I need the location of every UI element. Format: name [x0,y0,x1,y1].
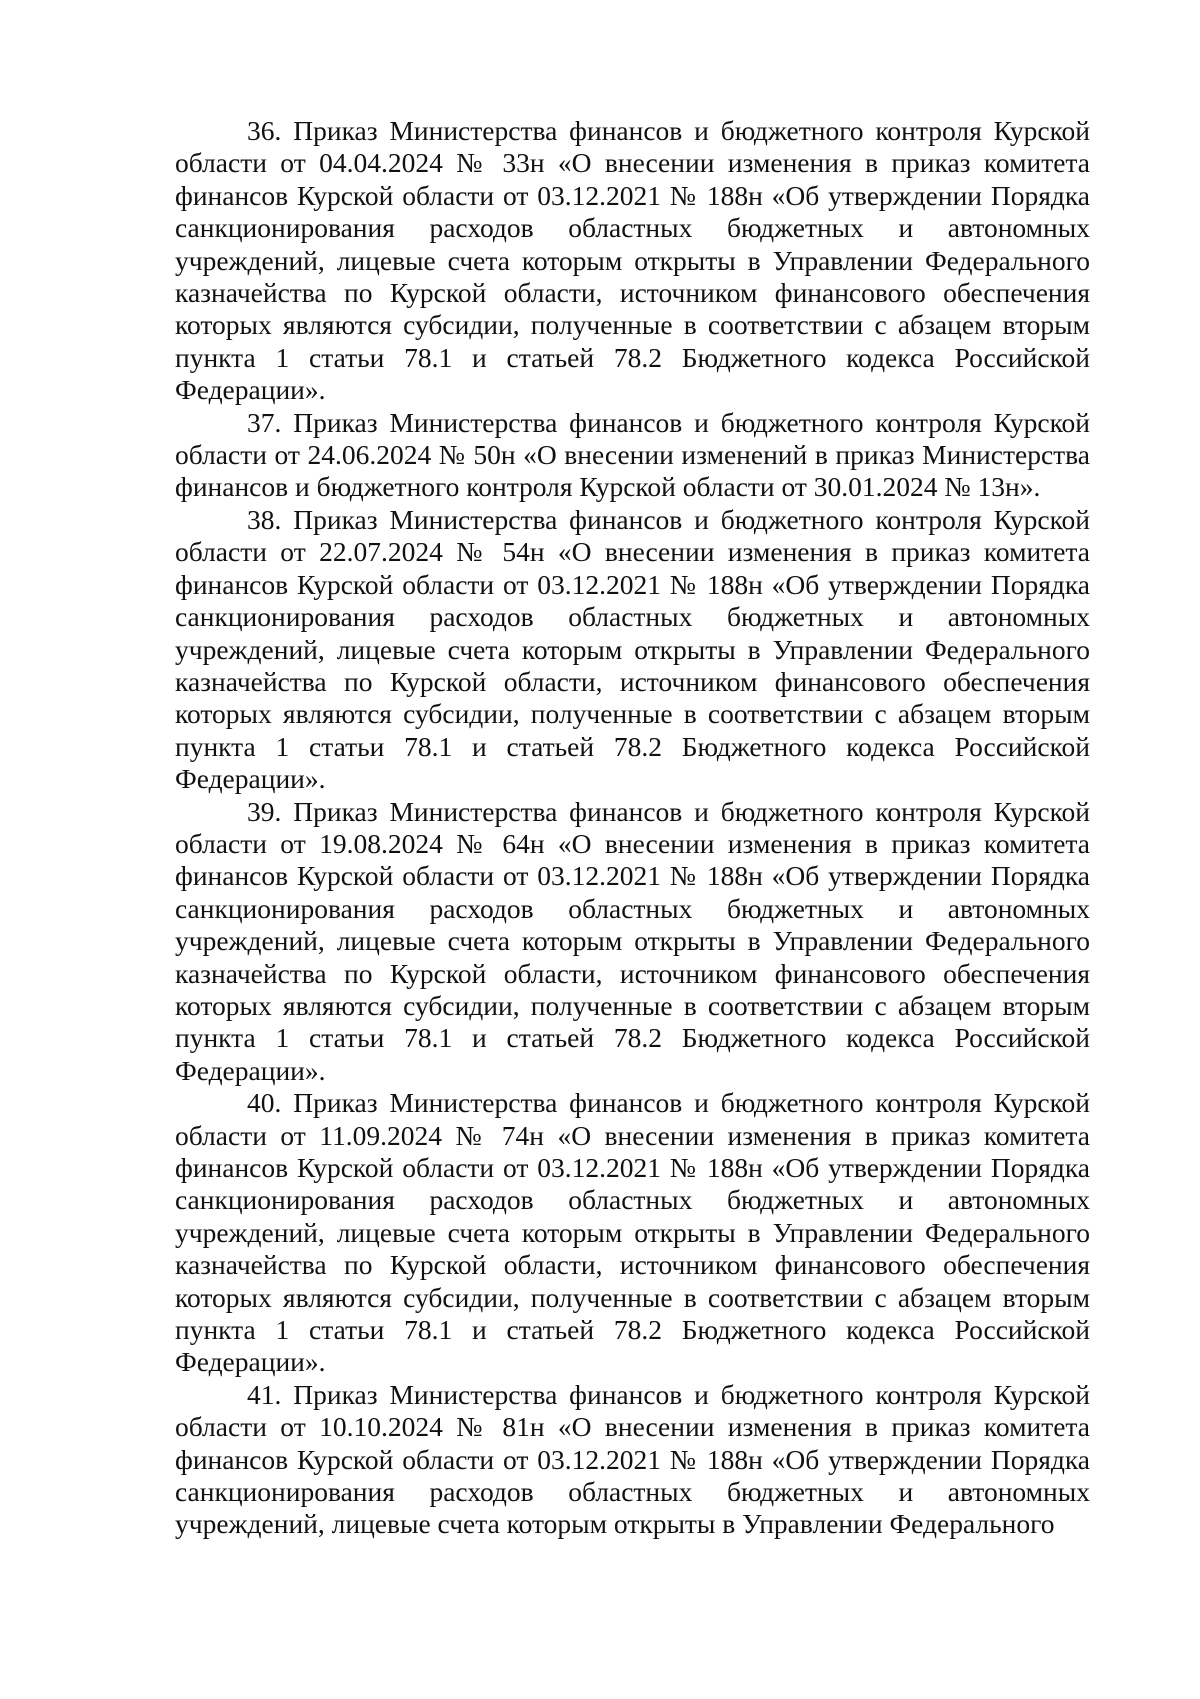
list-item: 40. Приказ Министерства финансов и бюджетного контроля Курской области от 11.09.2024 № 74н «О внесении изменения в приказ комитета финансов Курской области от 03.12.2021 № 188н «Об утверждении Порядка санкционирования расходов областных бюджетных и автономных учреждений, лицевые счета которым открыты в Управлении Федерального казначейства по Курской области, источником финансового обеспечения которых являются субсидии, полученные в соответствии с абзацем вторым пункта 1 статьи 78.1 и статьей 78.2 Бюджетного кодекса Российской Федерации». [175,1087,1090,1378]
list-item: 39. Приказ Министерства финансов и бюджетного контроля Курской области от 19.08.2024 № 64н «О внесении изменения в приказ комитета финансов Курской области от 03.12.2021 № 188н «Об утверждении Порядка санкционирования расходов областных бюджетных и автономных учреждений, лицевые счета которым открыты в Управлении Федерального казначейства по Курской области, источником финансового обеспечения которых являются субсидии, полученные в соответствии с абзацем вторым пункта 1 статьи 78.1 и статьей 78.2 Бюджетного кодекса Российской Федерации». [175,795,1090,1086]
document-body [175,115,1090,1541]
list-item: 38. Приказ Министерства финансов и бюджетного контроля Курской области от 22.07.2024 № 54н «О внесении изменения в приказ комитета финансов Курской области от 03.12.2021 № 188н «Об утверждении Порядка санкционирования расходов областных бюджетных и автономных учреждений, лицевые счета которым открыты в Управлении Федерального казначейства по Курской области, источником финансового обеспечения которых являются субсидии, полученные в соответствии с абзацем вторым пункта 1 статьи 78.1 и статьей 78.2 Бюджетного кодекса Российской Федерации». [175,503,1090,795]
list-item: 41. Приказ Министерства финансов и бюджетного контроля Курской области от 10.10.2024 № 81н «О внесении изменения в приказ комитета финансов Курской области от 03.12.2021 № 188н «Об утверждении Порядка санкционирования расходов областных бюджетных и автономных учреждений, лицевые счета которым открыты в Управлении Федерального [175,1378,1090,1540]
list-item: 37. Приказ Министерства финансов и бюджетного контроля Курской области от 24.06.2024 № 50н «О внесении изменений в приказ Министерства финансов и бюджетного контроля Курской области от 30.01.2024 № 13н». [175,406,1090,503]
list-item: 36. Приказ Министерства финансов и бюджетного контроля Курской области от 04.04.2024 № 33н «О внесении изменения в приказ комитета финансов Курской области от 03.12.2021 № 188н «Об утверждении Порядка санкционирования расходов областных бюджетных и автономных учреждений, лицевые счета которым открыты в Управлении Федерального казначейства по Курской области, источником финансового обеспечения которых являются субсидии, полученные в соответствии с абзацем вторым пункта 1 статьи 78.1 и статьей 78.2 Бюджетного кодекса Российской Федерации». [175,115,1090,406]
